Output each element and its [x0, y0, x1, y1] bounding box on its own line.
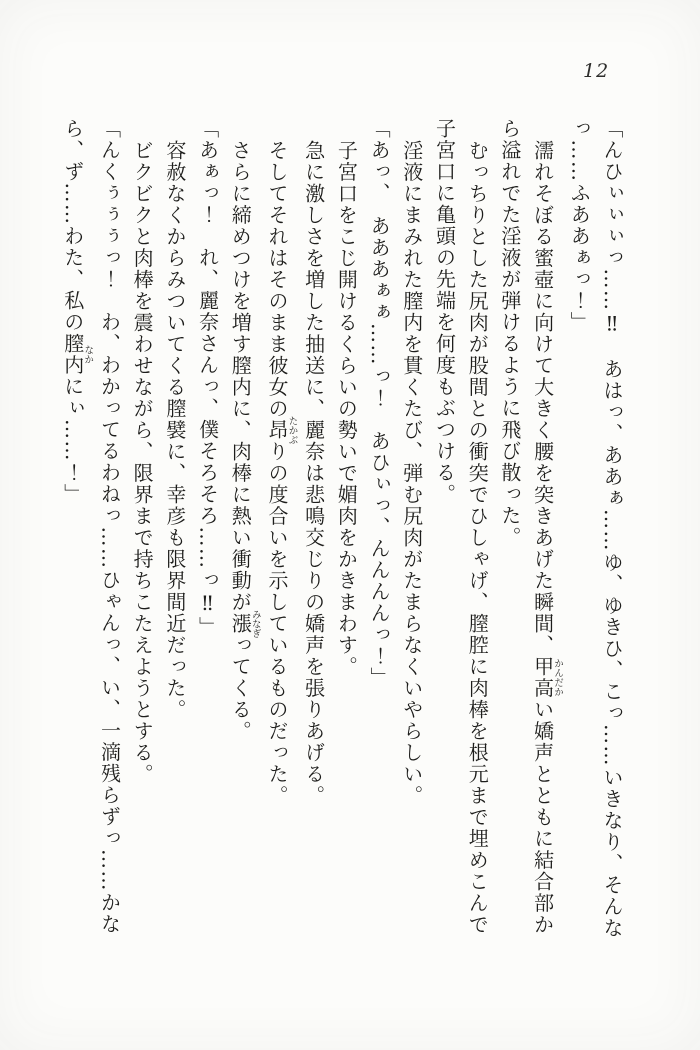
text-segment: 濡れそぼる蜜壺に向けて大きく腰を突きあげた瞬間、 — [530, 139, 555, 656]
text-line-1 — [595, 118, 628, 940]
ruby-annotation: 昂たかぶ — [264, 415, 298, 444]
text-line-14 — [158, 118, 191, 962]
text-segment: 淫液にまみれた膣内を貫くたび、弾む尻肉がたまらなくいやらしい。 — [399, 139, 424, 806]
text-line-7 — [395, 118, 428, 962]
text-segment: ら溢れでた淫液が弾けるように飛び散った。 — [497, 118, 522, 548]
text-line-15 — [125, 118, 158, 962]
text-line-6 — [428, 118, 461, 940]
text-segment: 子宮口に亀頭の先端を何度もぶつける。 — [432, 118, 457, 505]
text-segment: 「あぁっ！ れ、麗奈さんっ、僕そろそろ……っ‼」 — [195, 118, 220, 638]
text-segment: ら、ず……わた、私の — [60, 118, 85, 333]
text-line-2 — [563, 118, 596, 940]
text-segment: ってくる。 — [228, 634, 253, 742]
ruby-annotation: 甲高かんだか — [530, 655, 564, 699]
text-segment: りの度合いを示しているものだった。 — [264, 440, 289, 806]
text-segment: むっちりとした尻肉が股間との衝突でひしゃげ、膣腔に肉棒を根元まで埋めこんで — [465, 139, 490, 935]
text-segment: っ……ふああぁっ！」 — [567, 118, 592, 333]
text-line-12 — [224, 118, 261, 962]
text-segment: ビクビクと肉棒を震わせながら、限界まで持ちこたえようとする。 — [130, 139, 155, 785]
text-line-17 — [56, 118, 93, 940]
ruby-annotation: 漲みなぎ — [228, 609, 261, 638]
text-line-11 — [260, 118, 297, 962]
text-segment: 「んくぅぅぅっ！ わ、わかってるわねっ……ひゃんっ、い、一滴残らずっ……かな — [97, 118, 122, 935]
text-segment: 「んひぃぃぃっ……‼ あはっ、ああぁ……ゆ、ゆきひ、こっ……いきなり、そんな — [600, 118, 624, 939]
text-line-4 — [493, 118, 526, 940]
text-line-13 — [191, 118, 224, 940]
text-segment: 急に激しさを増した抽送に、麗奈は悲鳴交じりの嬌声を張りあげる。 — [301, 139, 326, 806]
page-number: 12 — [583, 60, 610, 82]
text-segment: い嬌声とともに結合部か — [530, 698, 555, 935]
text-segment: さらに締めつけを増す膣内に、肉棒に熱い衝動が — [228, 139, 253, 613]
ruby-annotation: 膣内なか — [60, 333, 94, 376]
page-text — [56, 118, 628, 940]
text-line-16 — [93, 118, 126, 940]
text-segment: 子宮口をこじ開けるくらいの勢いで媚肉をかきまわす。 — [334, 139, 359, 677]
text-line-3 — [526, 118, 563, 962]
text-line-5 — [460, 118, 493, 962]
text-segment: そしてそれはそのまま彼女の — [264, 139, 289, 419]
text-line-10 — [297, 118, 330, 962]
text-line-9 — [330, 118, 363, 962]
text-segment: にぃ……！」 — [60, 376, 85, 505]
text-segment: 「あっ、 あああぁぁ……っ！ あひぃっ、んんんんっ！」 — [367, 118, 392, 689]
text-segment: 容赦なくからみついてくる膣襞に、幸彦も限界間近だった。 — [162, 139, 187, 720]
text-line-8 — [362, 118, 395, 940]
